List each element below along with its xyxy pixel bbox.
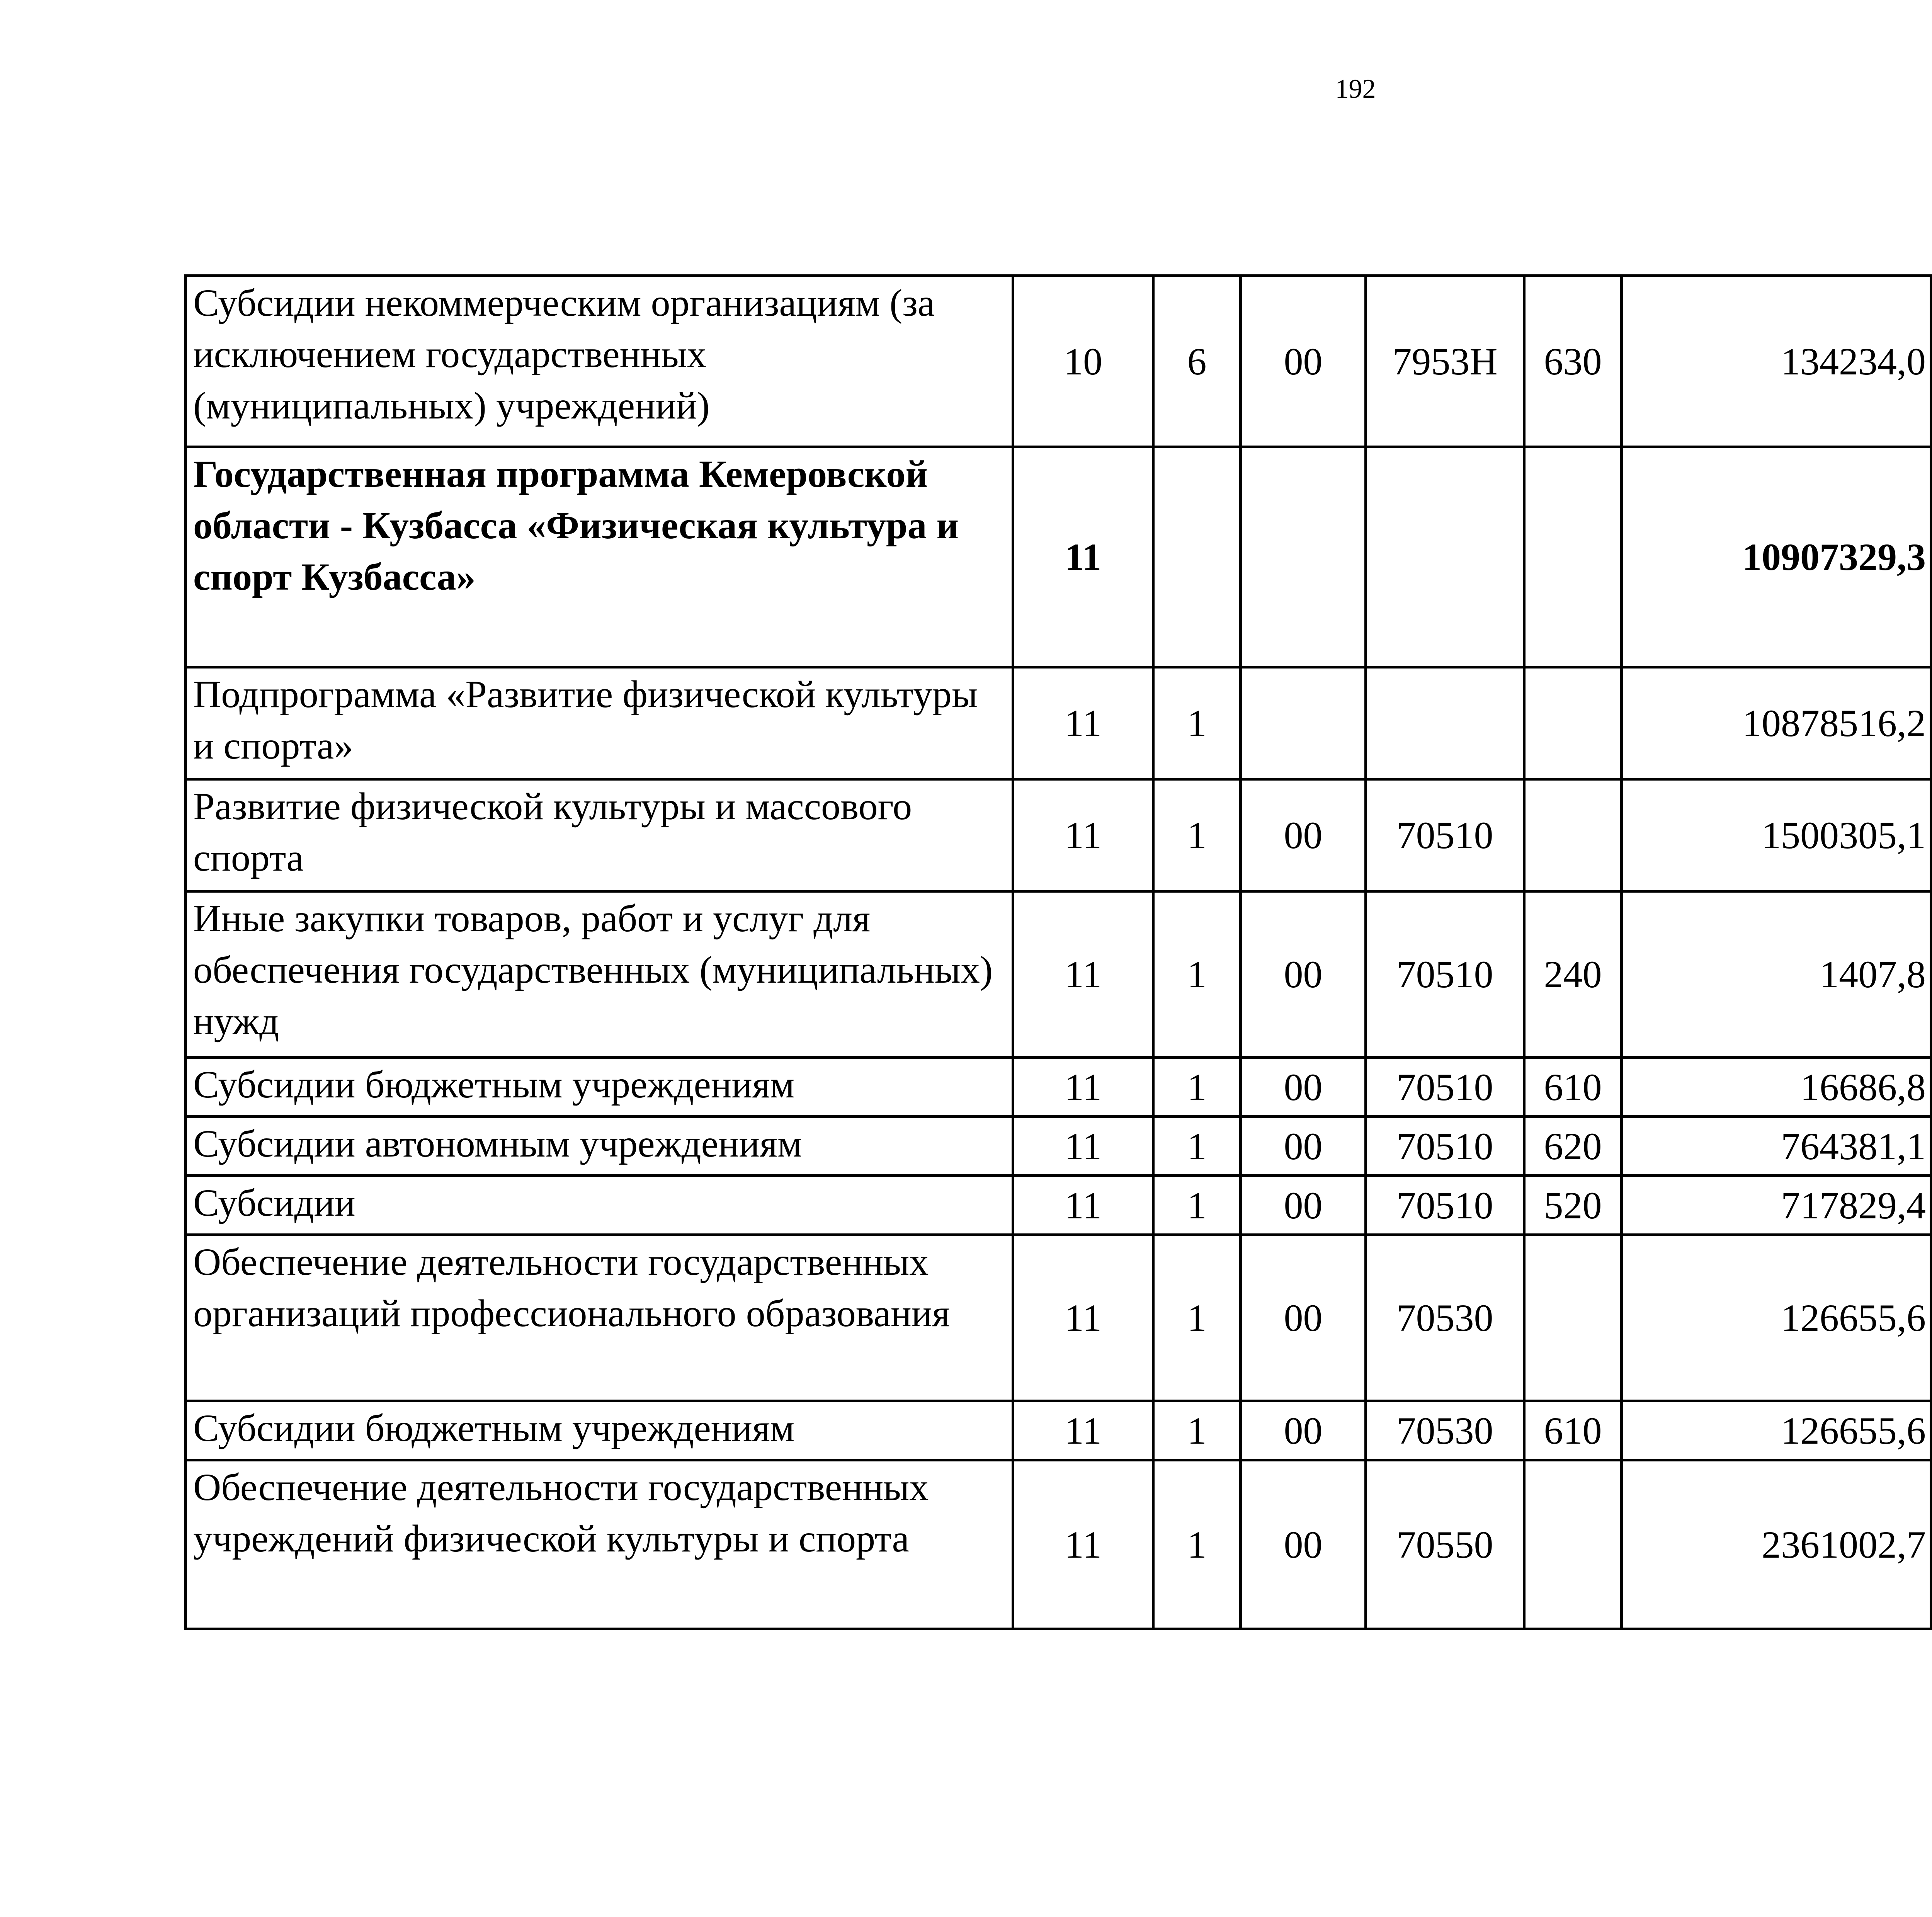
code-section: 11 xyxy=(1013,1117,1153,1176)
code-event: 00 xyxy=(1241,1058,1366,1117)
code-event: 00 xyxy=(1241,779,1366,891)
row-name: Субсидии бюджетным учреждениям xyxy=(186,1401,1013,1460)
code-expense-type xyxy=(1524,447,1622,667)
row-name: Обеспечение деятельности государственных учреждений физической культуры и спорта xyxy=(186,1460,1013,1629)
amount-year-1: 717829,4 xyxy=(1622,1176,1931,1235)
code-expense-type: 620 xyxy=(1524,1117,1622,1176)
code-subprogram: 1 xyxy=(1153,1401,1241,1460)
code-event xyxy=(1241,447,1366,667)
code-section: 11 xyxy=(1013,1176,1153,1235)
code-section: 11 xyxy=(1013,1058,1153,1117)
code-direction: 7953Н xyxy=(1366,276,1524,447)
code-section: 11 xyxy=(1013,1460,1153,1629)
code-direction: 70510 xyxy=(1366,1058,1524,1117)
row-name: Государственная программа Кемеровской области - Кузбасса «Физическая культура и спорт Кузбасса» xyxy=(186,447,1013,667)
code-section: 11 xyxy=(1013,1235,1153,1401)
row-name: Обеспечение деятельности государственных организаций профессионального образования xyxy=(186,1235,1013,1401)
code-event: 00 xyxy=(1241,1460,1366,1629)
code-event: 00 xyxy=(1241,276,1366,447)
amount-year-1: 1407,8 xyxy=(1622,891,1931,1058)
code-section: 11 xyxy=(1013,1401,1153,1460)
code-event: 00 xyxy=(1241,1235,1366,1401)
row-name: Развитие физической культуры и массового спорта xyxy=(186,779,1013,891)
table-row xyxy=(186,276,1932,447)
amount-year-1: 1500305,1 xyxy=(1622,779,1931,891)
table-row xyxy=(186,1058,1932,1117)
code-section: 11 xyxy=(1013,667,1153,779)
code-section: 10 xyxy=(1013,276,1153,447)
code-direction: 70510 xyxy=(1366,1117,1524,1176)
row-name: Субсидии некоммерческим организациям (за исключением государственных (муниципальных) учреждений) xyxy=(186,276,1013,447)
table-row xyxy=(186,1117,1932,1176)
code-expense-type xyxy=(1524,1460,1622,1629)
page-number: 192 xyxy=(1335,74,1376,104)
code-subprogram: 1 xyxy=(1153,1235,1241,1401)
code-event: 00 xyxy=(1241,891,1366,1058)
table-row xyxy=(186,447,1932,667)
table-row xyxy=(186,779,1932,891)
code-direction: 70510 xyxy=(1366,891,1524,1058)
amount-year-1: 126655,6 xyxy=(1622,1401,1931,1460)
code-subprogram: 6 xyxy=(1153,276,1241,447)
table-row xyxy=(186,1460,1932,1629)
code-expense-type: 520 xyxy=(1524,1176,1622,1235)
code-section: 11 xyxy=(1013,891,1153,1058)
table-row xyxy=(186,1401,1932,1460)
code-event xyxy=(1241,667,1366,779)
amount-year-1: 126655,6 xyxy=(1622,1235,1931,1401)
table-row xyxy=(186,891,1932,1058)
code-event: 00 xyxy=(1241,1401,1366,1460)
amount-year-1: 764381,1 xyxy=(1622,1117,1931,1176)
code-subprogram: 1 xyxy=(1153,1176,1241,1235)
code-subprogram: 1 xyxy=(1153,779,1241,891)
table-row xyxy=(186,667,1932,779)
table-body xyxy=(186,276,1932,1629)
code-subprogram: 1 xyxy=(1153,667,1241,779)
amount-year-1: 16686,8 xyxy=(1622,1058,1931,1117)
row-name: Субсидии бюджетным учреждениям xyxy=(186,1058,1013,1117)
row-name: Подпрограмма «Развитие физической культуры и спорта» xyxy=(186,667,1013,779)
code-subprogram xyxy=(1153,447,1241,667)
amount-year-1: 10878516,2 xyxy=(1622,667,1931,779)
code-direction xyxy=(1366,667,1524,779)
code-expense-type: 610 xyxy=(1524,1058,1622,1117)
code-direction: 70530 xyxy=(1366,1401,1524,1460)
code-section: 11 xyxy=(1013,779,1153,891)
code-expense-type xyxy=(1524,1235,1622,1401)
code-subprogram: 1 xyxy=(1153,1460,1241,1629)
code-direction: 70530 xyxy=(1366,1235,1524,1401)
row-name: Субсидии xyxy=(186,1176,1013,1235)
budget-table xyxy=(184,274,1932,1630)
code-event: 00 xyxy=(1241,1117,1366,1176)
code-direction xyxy=(1366,447,1524,667)
code-expense-type xyxy=(1524,667,1622,779)
code-event: 00 xyxy=(1241,1176,1366,1235)
table-row xyxy=(186,1176,1932,1235)
code-direction: 70510 xyxy=(1366,779,1524,891)
amount-year-1: 134234,0 xyxy=(1622,276,1931,447)
row-name: Субсидии автономным учреждениям xyxy=(186,1117,1013,1176)
amount-year-1: 10907329,3 xyxy=(1622,447,1931,667)
code-subprogram: 1 xyxy=(1153,891,1241,1058)
code-expense-type: 610 xyxy=(1524,1401,1622,1460)
code-expense-type xyxy=(1524,779,1622,891)
code-expense-type: 240 xyxy=(1524,891,1622,1058)
code-subprogram: 1 xyxy=(1153,1117,1241,1176)
amount-year-1: 2361002,7 xyxy=(1622,1460,1931,1629)
table-row xyxy=(186,1235,1932,1401)
code-section: 11 xyxy=(1013,447,1153,667)
code-subprogram: 1 xyxy=(1153,1058,1241,1117)
code-direction: 70550 xyxy=(1366,1460,1524,1629)
row-name: Иные закупки товаров, работ и услуг для обеспечения государственных (муниципальных) нужд xyxy=(186,891,1013,1058)
code-expense-type: 630 xyxy=(1524,276,1622,447)
code-direction: 70510 xyxy=(1366,1176,1524,1235)
